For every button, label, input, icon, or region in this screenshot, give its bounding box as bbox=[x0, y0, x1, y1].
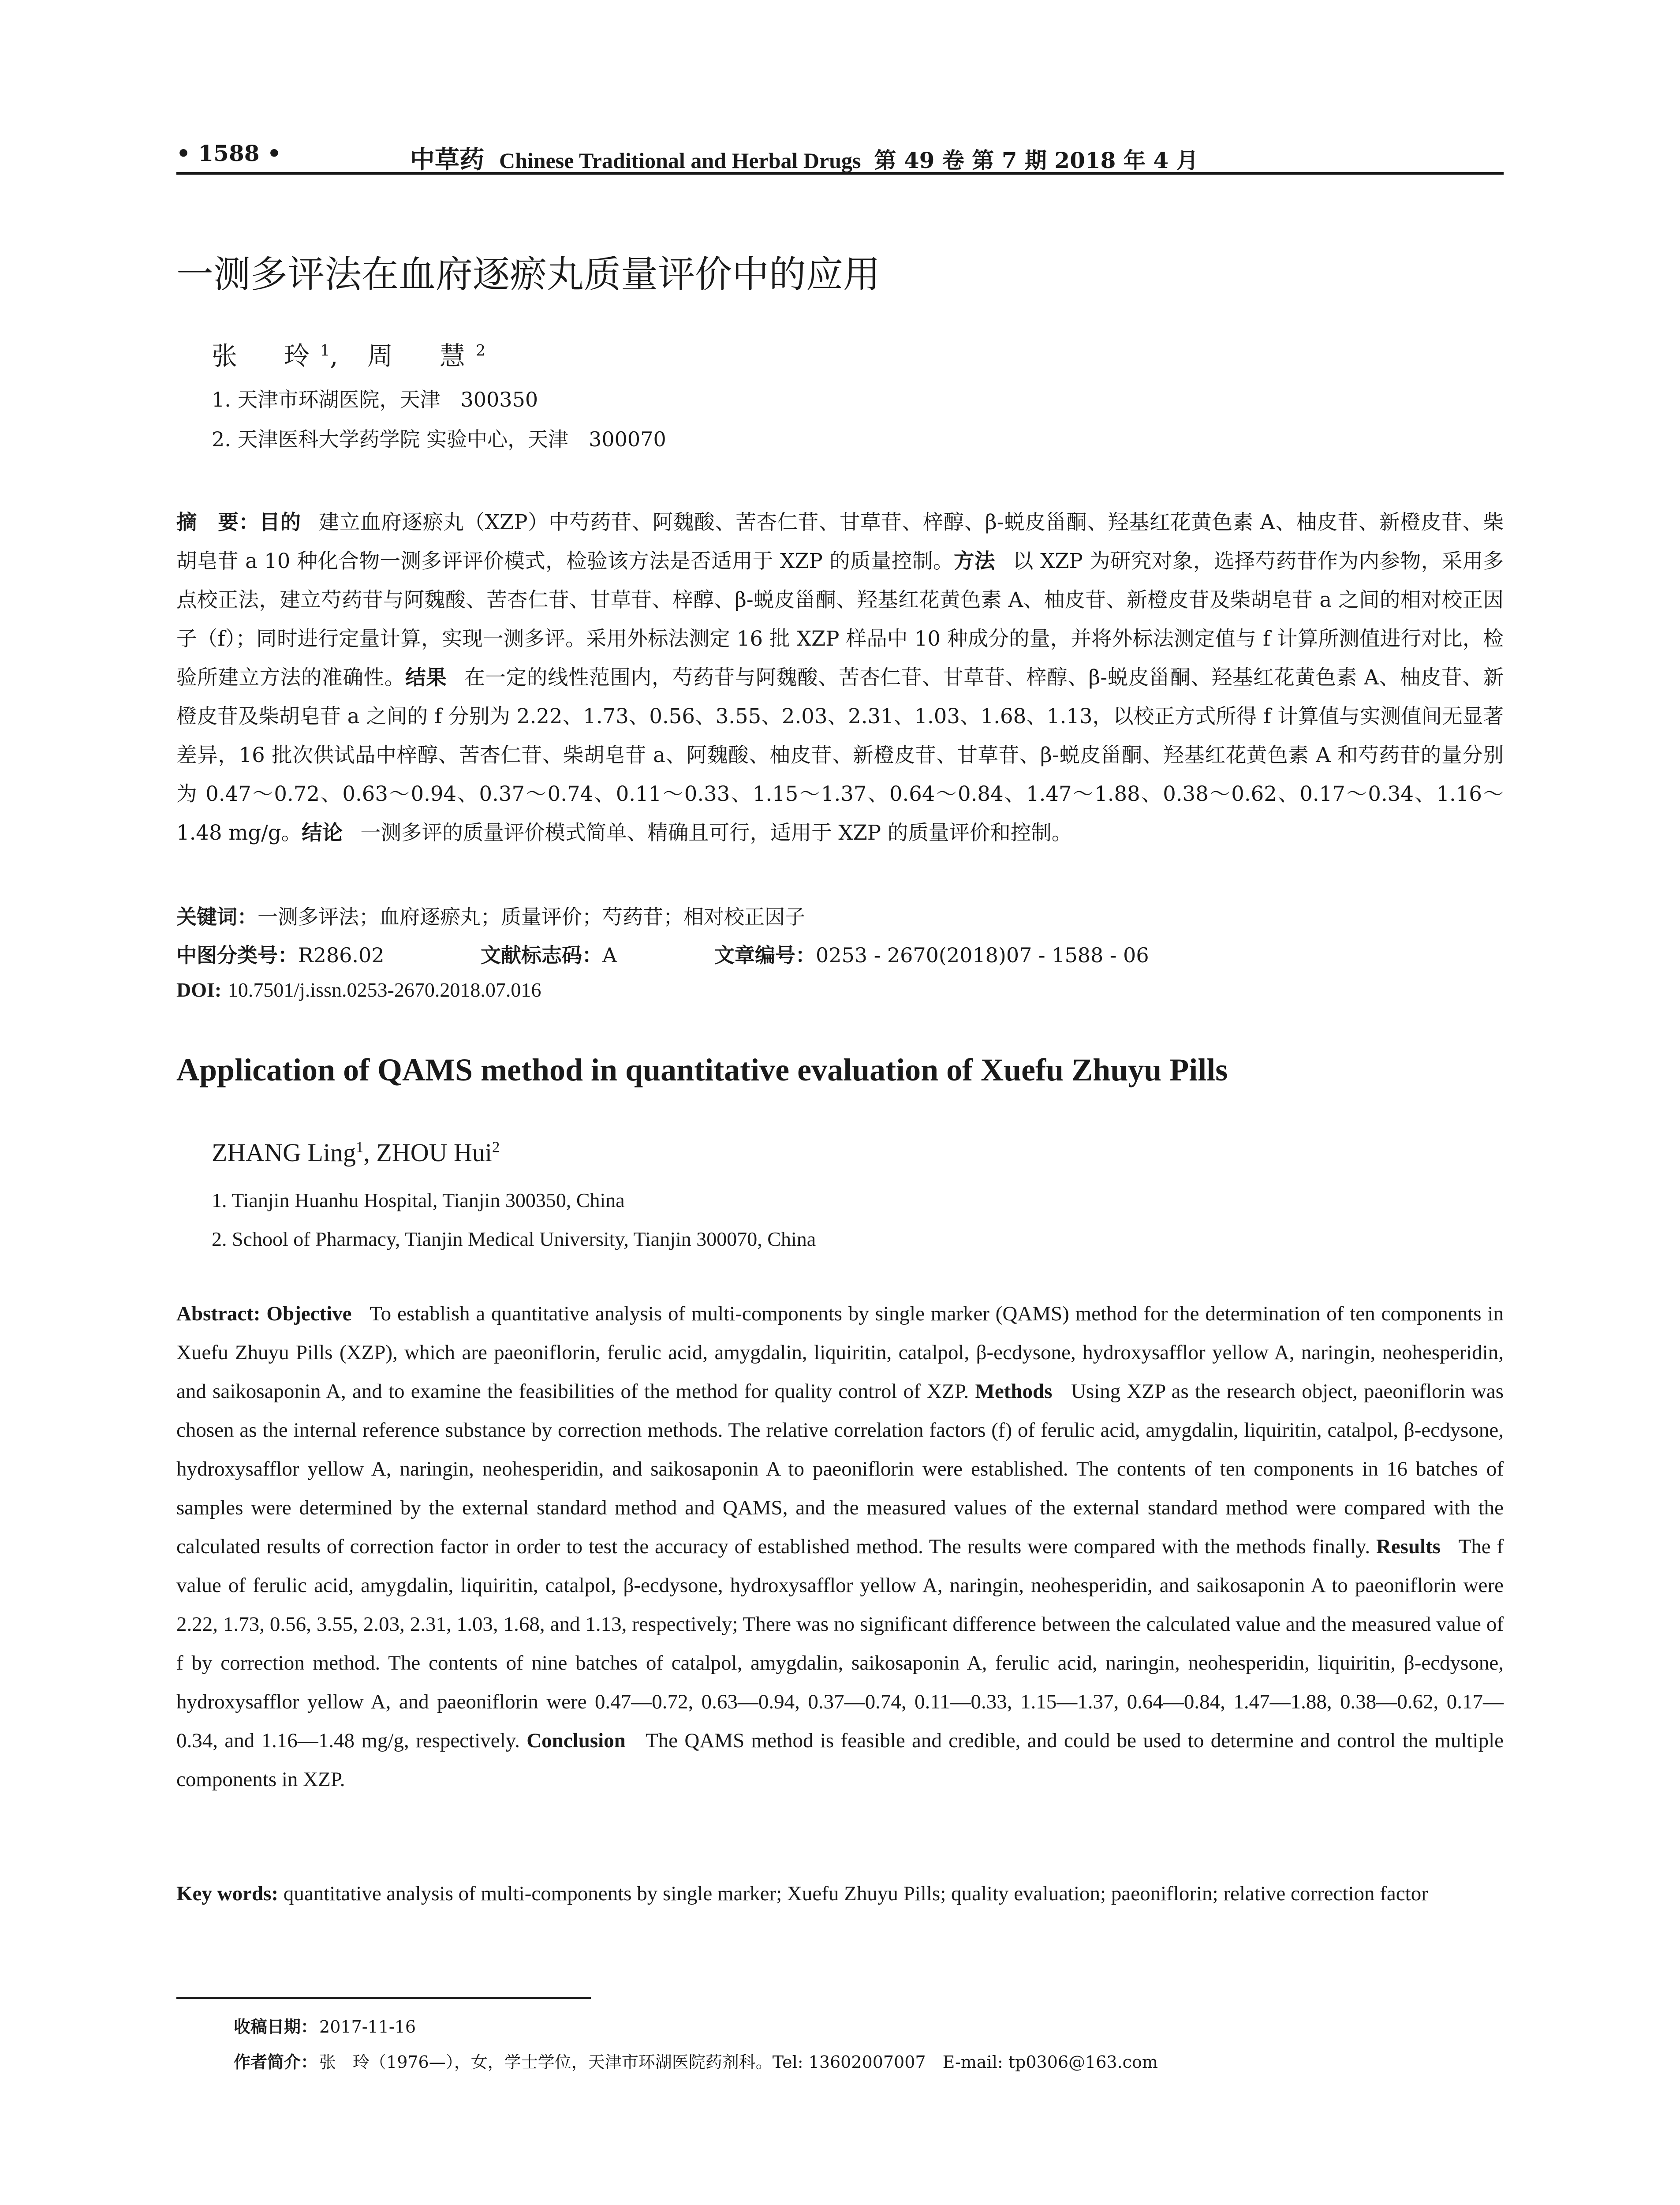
conclusion-label: 结论 bbox=[302, 821, 343, 845]
objective-text: To establish a quantitative analysis of multi-components by single marker (QAMS) method for the determination of ten components in Xuefu Zhuyu Pills (XZP), which are paeoniflorin, ferulic acid, amygdalin, liquiritin, catalpol, β-ecdysone, hydroxysafflor yellow A, naringin, neohesperidin, and saikosaponin A, and to examine the feasibilities of the method for quality control of XZP. bbox=[176, 1302, 1504, 1403]
author-separator: , bbox=[363, 1138, 377, 1167]
methods-label: Methods bbox=[975, 1380, 1053, 1403]
keywords-text: quantitative analysis of multi-components by single marker; Xuefu Zhuyu Pills; quality evaluation; paeoniflorin; relative correction factor bbox=[283, 1882, 1428, 1905]
document-code bbox=[481, 939, 714, 968]
classification-line bbox=[176, 939, 1149, 968]
results-label: Results bbox=[1376, 1535, 1441, 1558]
keywords-cn bbox=[176, 901, 805, 930]
article-number-value: 0253 - 2670(2018)07 - 1588 - 06 bbox=[816, 943, 1149, 967]
conclusion-label: Conclusion bbox=[526, 1729, 626, 1752]
received-label: 收稿日期： bbox=[234, 2017, 318, 2037]
author-affiliation-mark: 2 bbox=[492, 1138, 500, 1156]
objective-label: Objective bbox=[266, 1302, 352, 1325]
affiliation-en-2: 2. School of Pharmacy, Tianjin Medical University, Tianjin 300070, China bbox=[212, 1228, 816, 1250]
conclusion-text: The QAMS method is feasible and credible, and could be used to determine and control the multiple components in XZP. bbox=[176, 1729, 1504, 1791]
author-name: ZHANG Ling bbox=[212, 1138, 356, 1167]
objective-label: 目的 bbox=[259, 510, 301, 534]
results-text: 在一定的线性范围内，芍药苷与阿魏酸、苦杏仁苷、甘草苷、梓醇、β-蜕皮甾酮、羟基红花黄色素 A、柚皮苷、新橙皮苷及柴胡皂苷 a 之间的 f 分别为 2.22、1.73、0.56、3.55、2.03、2.31、1.03、1.68、1.13，以校正方式所得 f 计算值与实测值间无显著差异，16 批次供试品中梓醇、苦杏仁苷、柴胡皂苷 a、阿魏酸、柚皮苷、新橙皮苷、甘草苷、β-蜕皮甾酮、羟基红花黄色素 A 和芍药苷的量分别为 0.47～0.72、0.63～0.94、0.37～0.74、0.11～0.33、1.15～1.37、0.64～0.84、1.47～1.88、0.38～0.62、0.17～0.34、1.16～1.48 mg/g。 bbox=[176, 665, 1504, 845]
received-value: 2017-11-16 bbox=[319, 2017, 416, 2037]
author-name: ZHOU Hui bbox=[376, 1138, 493, 1167]
clc-label: 中图分类号： bbox=[176, 943, 298, 967]
page-number: • 1588 • bbox=[176, 140, 281, 166]
results-text: The f value of ferulic acid, amygdalin, liquiritin, catalpol, β-ecdysone, hydroxysafflor yellow A, naringin, neohesperidin, and saikosaponin A to paeoniflorin were 2.22, 1.73, 0.56, 3.55, 2.03, 2.31, 1.03, 1.68, and 1.13, respectively; There was no significant difference between the calculated value and the measured value of f by correction method. The contents of nine batches of catalpol, amygdalin, saikosaponin A, ferulic acid, naringin, neohesperidin, liquiritin, β-ecdysone, hydroxysafflor yellow A, and paeoniflorin were 0.47—0.72, 0.63—0.94, 0.37—0.74, 0.11—0.33, 1.15—1.37, 0.64—0.84, 1.47—1.88, 0.38—0.62, 0.17—0.34, and 1.16—1.48 mg/g, respectively. bbox=[176, 1535, 1504, 1752]
journal-name-cn: 中草药 bbox=[410, 145, 484, 174]
doi-value: 10.7501/j.issn.0253-2670.2018.07.016 bbox=[228, 979, 541, 1001]
methods-label: 方法 bbox=[953, 549, 995, 573]
article-number bbox=[714, 939, 1149, 968]
author-affiliation-mark: 1 bbox=[320, 342, 330, 360]
journal-name bbox=[410, 140, 1198, 176]
running-header bbox=[176, 140, 1504, 175]
keywords-en bbox=[176, 1874, 1504, 1913]
paper-title-cn: 一测多评法在血府逐瘀丸质量评价中的应用 bbox=[176, 253, 881, 296]
author-name: 周 慧 bbox=[367, 341, 476, 371]
affiliation-cn-2: 2. 天津医科大学药学院 实验中心，天津 300070 bbox=[212, 427, 666, 451]
author-affiliation-mark: 1 bbox=[356, 1138, 364, 1156]
conclusion-text: 一测多评的质量评价模式简单、精确且可行，适用于 XZP 的质量评价和控制。 bbox=[360, 821, 1072, 845]
clc-number bbox=[176, 939, 481, 968]
affiliation-en-1: 1. Tianjin Huanhu Hospital, Tianjin 300350, China bbox=[212, 1189, 625, 1211]
methods-text: 以 XZP 为研究对象，选择芍药苷作为内参物，采用多点校正法，建立芍药苷与阿魏酸、苦杏仁苷、甘草苷、梓醇、β-蜕皮甾酮、羟基红花黄色素 A、柚皮苷、新橙皮苷及柴胡皂苷 a 之间的相对校正因子（f）；同时进行定量计算，实现一测多评。采用外标法测定 16 批 XZP 样品中 10 种成分的量，并将外标法测定值与 f 计算所测值进行对比，检验所建立方法的准确性。 bbox=[176, 549, 1504, 689]
received-date bbox=[234, 2013, 416, 2037]
objective-text: 建立血府逐瘀丸（XZP）中芍药苷、阿魏酸、苦杏仁苷、甘草苷、梓醇、β-蜕皮甾酮、羟基红花黄色素 A、柚皮苷、新橙皮苷、柴胡皂苷 a 10 种化合物一测多评评价模式，检验该方法是否适用于 XZP 的质量控制。 bbox=[176, 510, 1504, 573]
footnote-divider bbox=[176, 1997, 591, 1999]
abstract-label: Abstract: bbox=[176, 1302, 261, 1325]
author-name: 张 玲 bbox=[212, 341, 321, 371]
journal-issue: 第 49 卷 第 7 期 2018 年 4 月 bbox=[874, 147, 1198, 173]
doi-line bbox=[176, 978, 541, 1002]
journal-name-en: Chinese Traditional and Herbal Drugs bbox=[499, 148, 861, 173]
article-number-label: 文章编号： bbox=[714, 943, 816, 967]
authors-en bbox=[212, 1138, 500, 1167]
author-separator: , bbox=[330, 341, 368, 371]
abstract-label: 摘 要： bbox=[176, 510, 260, 534]
results-label: 结果 bbox=[405, 665, 447, 689]
keywords-label: 关键词： bbox=[176, 905, 258, 929]
abstract-en bbox=[176, 1294, 1504, 1799]
keywords-text: 一测多评法；血府逐瘀丸；质量评价；芍药苷；相对校正因子 bbox=[258, 905, 805, 929]
author-bio bbox=[234, 2048, 1158, 2073]
author-bio-label: 作者简介： bbox=[234, 2052, 318, 2072]
paper-title-en: Application of QAMS method in quantitative evaluation of Xuefu Zhuyu Pills bbox=[176, 1052, 1228, 1088]
authors-cn bbox=[212, 335, 485, 372]
keywords-label: Key words: bbox=[176, 1882, 279, 1905]
clc-value: R286.02 bbox=[298, 943, 385, 967]
document-code-value: A bbox=[602, 943, 617, 967]
author-bio-value: 张 玲（1976—），女，学士学位，天津市环湖医院药剂科。Tel: 13602007007 E-mail: tp0306@163.com bbox=[319, 2052, 1158, 2072]
author-affiliation-mark: 2 bbox=[476, 342, 486, 360]
methods-text: Using XZP as the research object, paeoniflorin was chosen as the internal reference substance by correction methods. The relative correlation factors (f) of ferulic acid, amygdalin, liquiritin, catalpol, β-ecdysone, hydroxysafflor yellow A, naringin, neohesperidin, and saikosaponin A to paeoniflorin were established. The contents of ten components in 16 batches of samples were determined by the external standard method and QAMS, and the measured values of the external standard method were compared with the calculated results of correction factor in order to test the accuracy of established method. The results were compared with the methods finally. bbox=[176, 1380, 1504, 1558]
document-code-label: 文献标志码： bbox=[481, 943, 602, 967]
abstract-cn bbox=[176, 503, 1504, 852]
doi-label: DOI: bbox=[176, 979, 222, 1001]
affiliation-cn-1: 1. 天津市环湖医院，天津 300350 bbox=[212, 388, 538, 411]
